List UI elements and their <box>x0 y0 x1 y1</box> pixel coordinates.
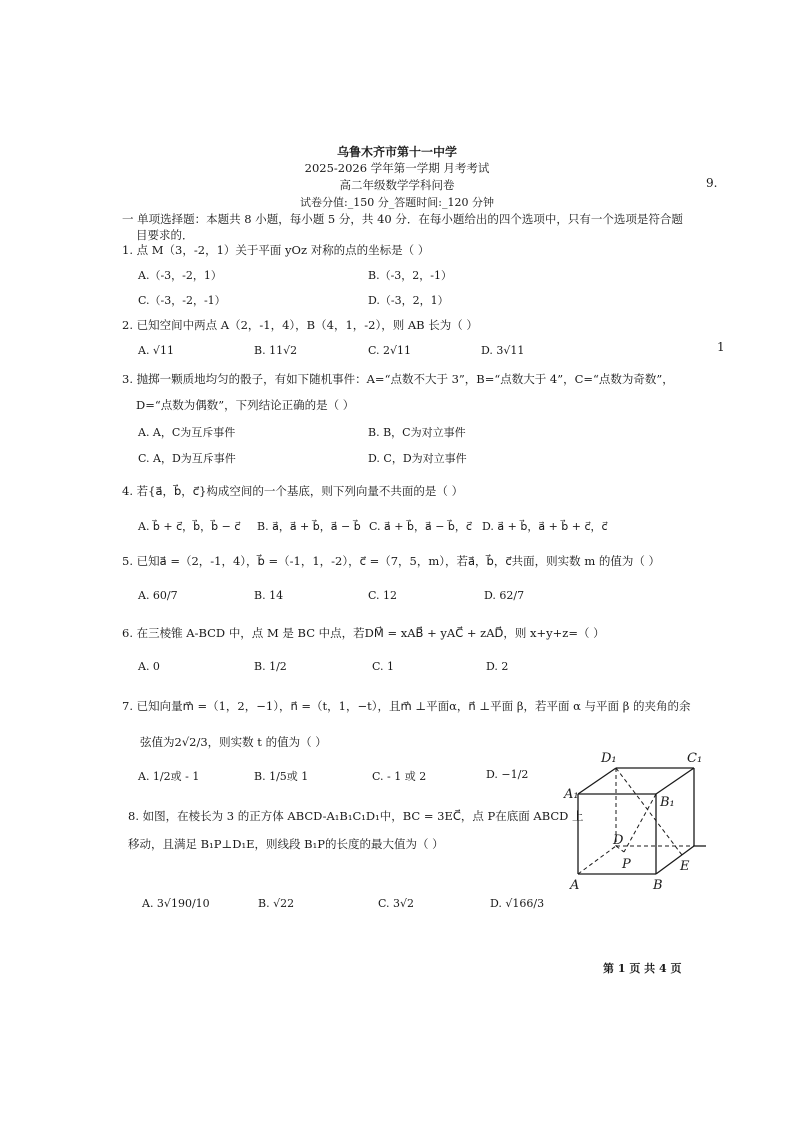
q2-option-a: A. √11 <box>138 344 174 357</box>
score-time-line: 试卷分值:_150 分_答题时间:_120 分钟 <box>300 196 494 209</box>
label-A: A <box>570 878 580 893</box>
q3-option-a: A. A，C为互斥事件 <box>138 426 236 439</box>
label-A1: A₁ <box>564 787 579 802</box>
q3-option-c: C. A，D为互斥事件 <box>138 452 236 465</box>
section-title-line2: 目要求的． <box>136 228 194 242</box>
school-name: 乌鲁木齐市第十一中学 <box>336 145 457 159</box>
q6-stem: 6. 在三棱锥 A-BCD 中，点 M 是 BC 中点，若DM⃗ = xAB⃗ + yAC⃗ + zAD⃗，则 x+y+z=（ ） <box>122 626 605 640</box>
q7-option-d: D. −1/2 <box>486 768 529 781</box>
q4-option-d: D. a⃗ + b⃗，a⃗ + b⃗ + c⃗，c⃗ <box>482 520 608 533</box>
q6-option-d: D. 2 <box>486 660 509 673</box>
q6-option-c: C. 1 <box>372 660 395 673</box>
q8-option-a: A. 3√190/10 <box>142 897 210 910</box>
q7-option-a: A. 1/2或 - 1 <box>138 770 200 783</box>
q4-option-a: A. b⃗ + c⃗，b⃗，b⃗ − c⃗ <box>138 520 241 533</box>
q6-option-b: B. 1/2 <box>254 660 287 673</box>
edge-B1C1 <box>656 768 694 794</box>
q2-option-b: B. 11√2 <box>254 344 298 357</box>
margin-mark-right: 1 <box>717 340 725 354</box>
q7-option-c: C. - 1 或 2 <box>372 770 427 783</box>
q5-option-d: D. 62/7 <box>484 589 525 602</box>
q2-option-c: C. 2√11 <box>368 344 412 357</box>
edge-A1D1 <box>578 768 616 794</box>
label-D1: D₁ <box>601 751 617 766</box>
q7-option-b: B. 1/5或 1 <box>254 770 309 783</box>
q6-option-a: A. 0 <box>138 660 160 673</box>
label-P: P <box>622 857 631 872</box>
label-E: E <box>680 859 690 874</box>
q2-stem: 2. 已知空间中两点 A（2，-1，4），B（4，1，-2），则 AB 长为（ ） <box>122 318 478 332</box>
q8-stem-line1: 8. 如图，在棱长为 3 的正方体 ABCD-A₁B₁C₁D₁中，BC = 3EC⃗，点 P在底面 ABCD 上 <box>128 809 584 823</box>
q3-option-b: B. B，C为对立事件 <box>368 426 466 439</box>
q8-option-d: D. √166/3 <box>490 897 545 910</box>
q1-option-d: D.（-3，2，1） <box>368 294 449 307</box>
q3-stem-line1: 3. 抛掷一颗质地均匀的骰子，有如下随机事件：A=“点数不大于 3”，B=“点数大于 4”，C=“点数为奇数”， <box>122 372 674 386</box>
q5-option-a: A. 60/7 <box>138 589 178 602</box>
label-C1: C₁ <box>687 751 703 766</box>
q8-option-c: C. 3√2 <box>378 897 415 910</box>
q3-option-d: D. C，D为对立事件 <box>368 452 467 465</box>
q3-stem-line2: D=“点数为偶数”，下列结论正确的是（ ） <box>136 398 355 412</box>
q1-option-b: B.（-3，2，-1） <box>368 269 453 282</box>
label-B: B <box>653 878 663 893</box>
segment-D1E <box>616 768 682 855</box>
q8-stem-line2: 移动，且满足 B₁P⊥D₁E，则线段 B₁P的长度的最大值为（ ） <box>128 837 444 851</box>
margin-mark-top: 9. <box>706 176 718 190</box>
section-title-line1: 一 单项选择题：本题共 8 小题，每小题 5 分，共 40 分．在每小题给出的四个选项中，只有一个选项是符合题 <box>122 212 683 226</box>
q4-option-c: C. a⃗ + b⃗，a⃗ − b⃗，c⃗ <box>369 520 472 533</box>
q5-stem: 5. 已知a⃗ =（2，-1，4），b⃗ =（-1，1，-2），c⃗ =（7，5，m），若a⃗，b⃗，c⃗共面，则实数 m 的值为（ ） <box>122 554 661 568</box>
q7-stem-line1: 7. 已知向量m⃗ =（1，2，−1），n⃗ =（t，1，−t），且m⃗ ⊥平面α，n⃗ ⊥平面 β，若平面 α 与平面 β 的夹角的余 <box>122 699 691 713</box>
label-B1: B₁ <box>660 795 675 810</box>
q8-option-b: B. √22 <box>258 897 295 910</box>
segment-B1P <box>624 794 656 852</box>
q4-stem: 4. 若{a⃗，b⃗，c⃗}构成空间的一个基底，则下列向量不共面的是（ ） <box>122 484 464 498</box>
q5-option-b: B. 14 <box>254 589 284 602</box>
label-D: D <box>613 833 624 848</box>
edge-AD <box>578 846 616 874</box>
q1-stem: 1. 点 M（3，-2，1）关于平面 yOz 对称的点的坐标是（ ） <box>122 243 430 257</box>
q5-option-c: C. 12 <box>368 589 398 602</box>
exam-term: 2025-2026 学年第一学期 月考考试 <box>304 161 490 175</box>
q1-option-a: A.（-3，-2，1） <box>138 269 222 282</box>
q1-option-c: C.（-3，-2，-1） <box>138 294 226 307</box>
q4-option-b: B. a⃗，a⃗ + b⃗，a⃗ − b⃗ <box>257 520 361 533</box>
page-footer: 第 1 页 共 4 页 <box>603 962 682 975</box>
q7-stem-line2: 弦值为2√2/3，则实数 t 的值为（ ） <box>140 735 327 749</box>
paper-title: 高二年级数学学科问卷 <box>339 178 455 192</box>
q2-option-d: D. 3√11 <box>481 344 525 357</box>
cube-figure <box>558 746 718 896</box>
